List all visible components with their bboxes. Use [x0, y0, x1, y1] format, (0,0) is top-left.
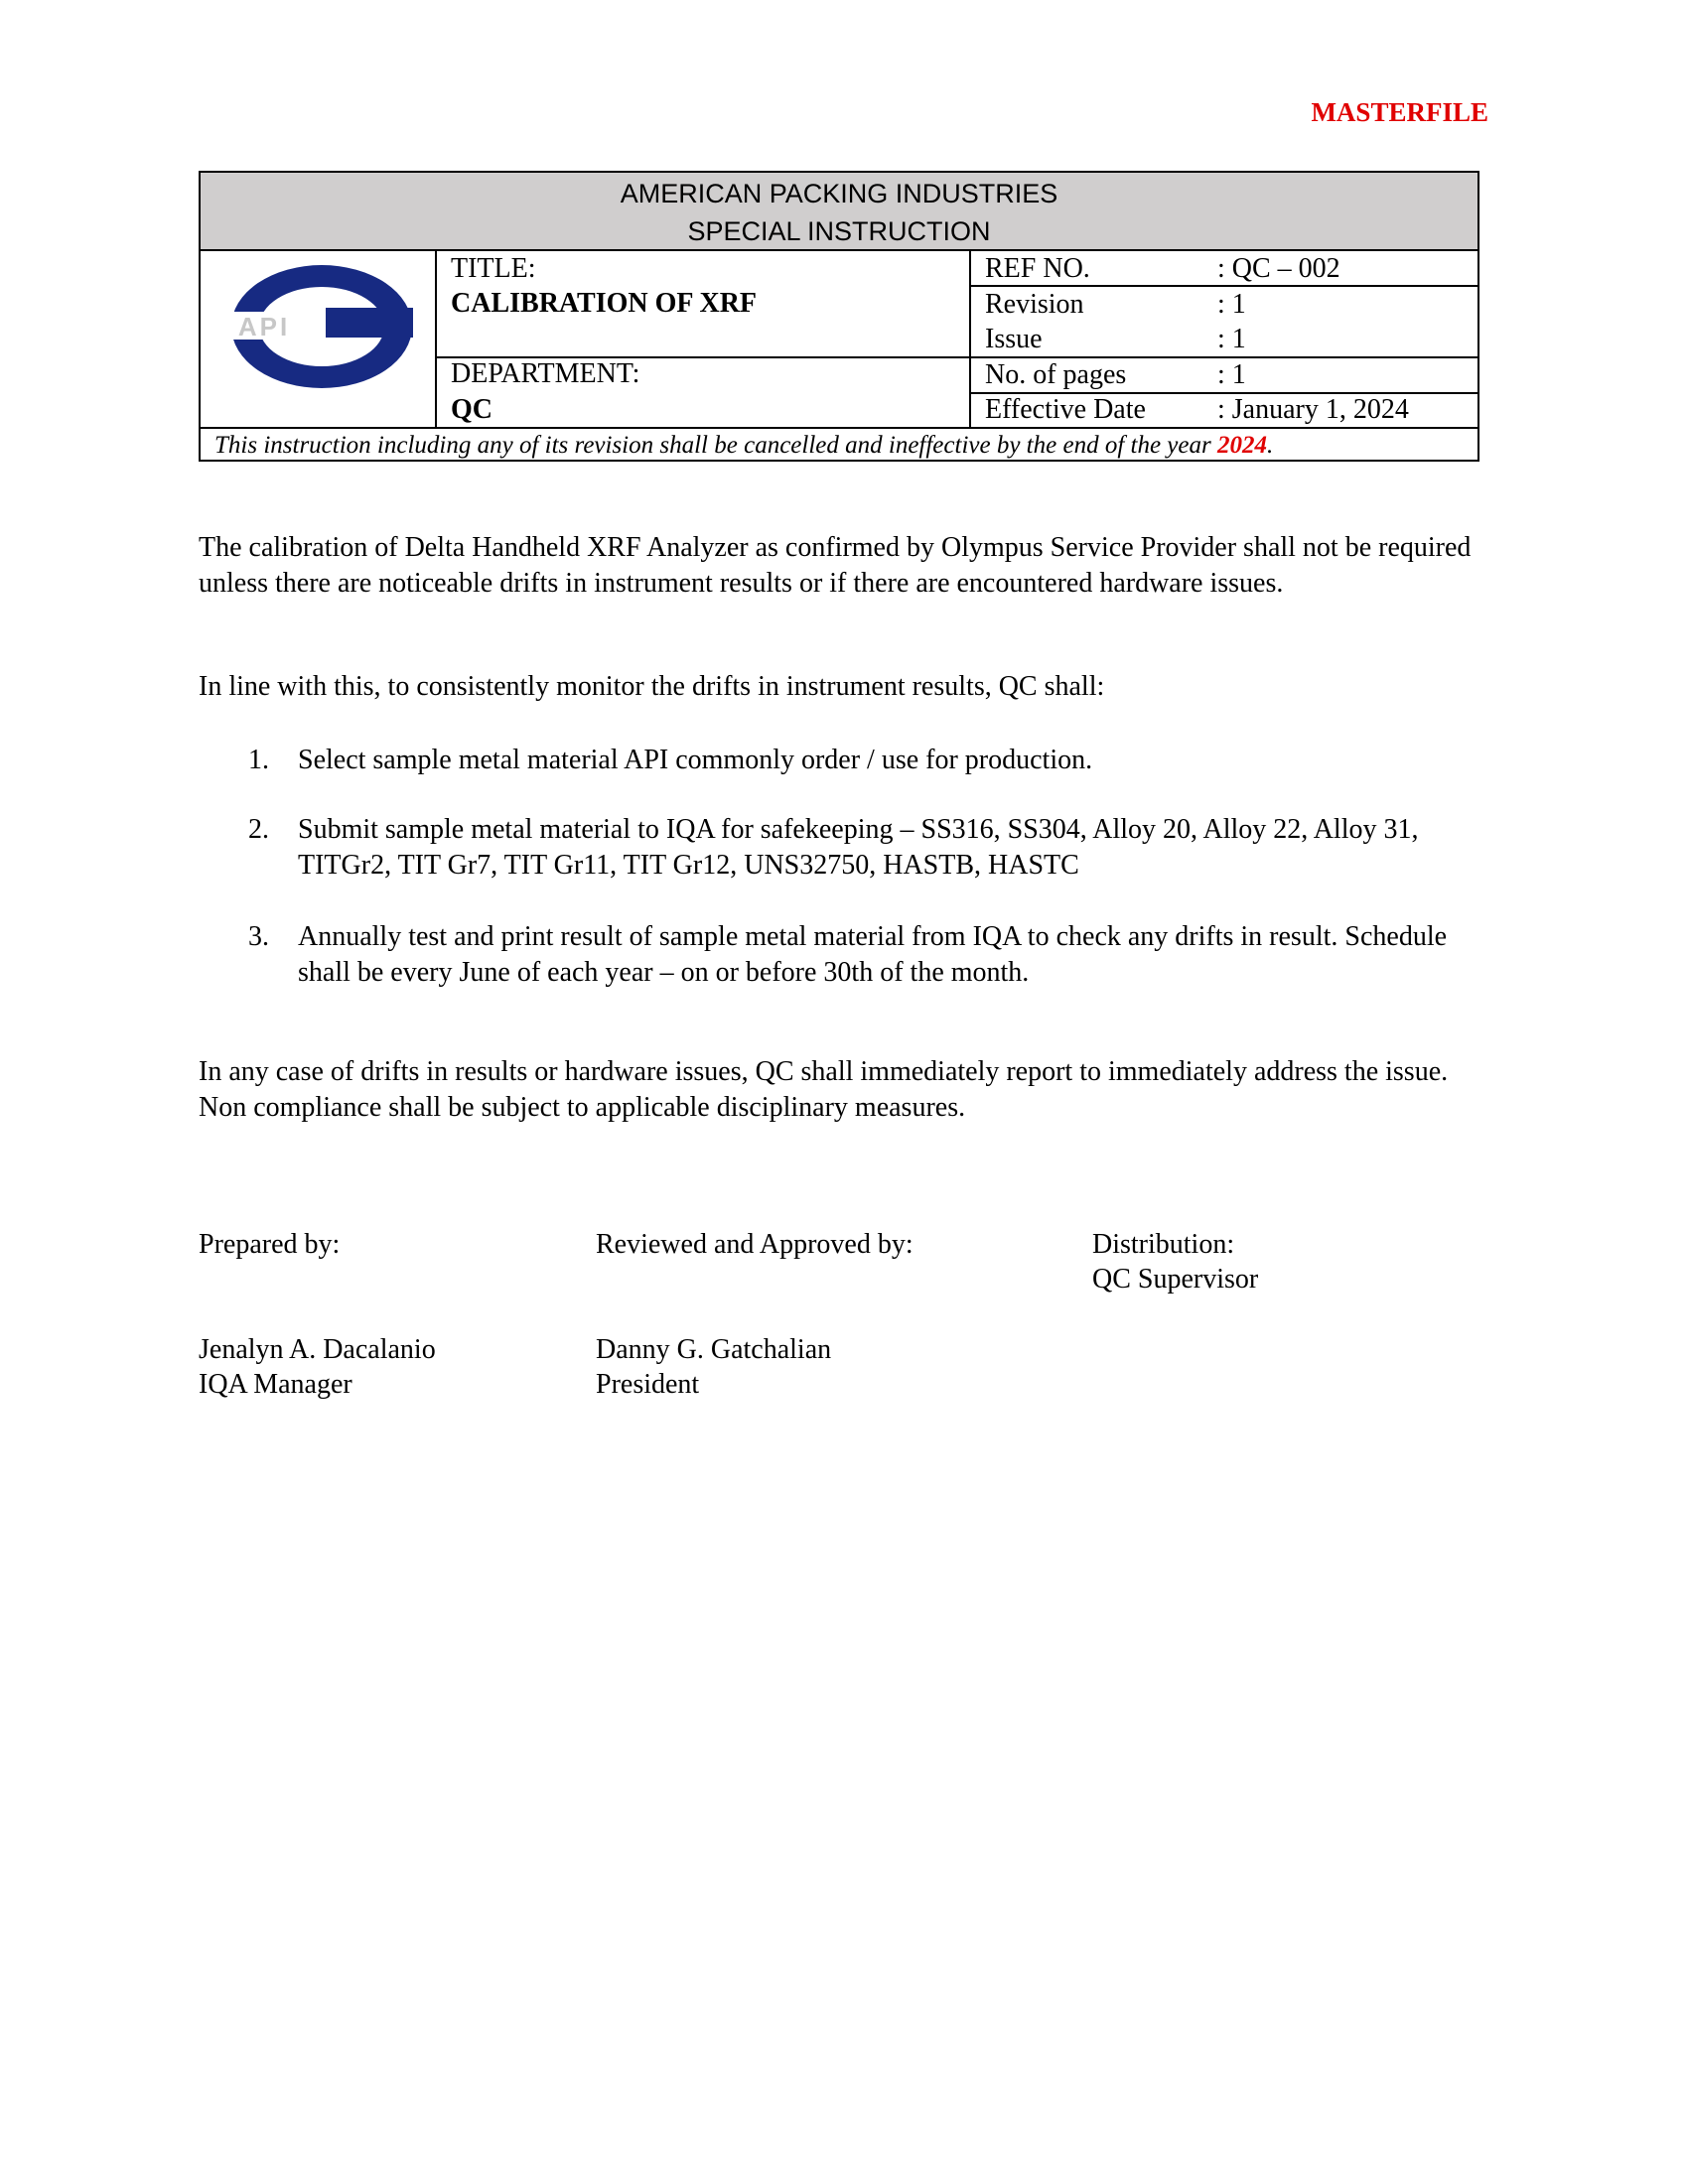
paragraph-calibration: The calibration of Delta Handheld XRF Analyzer as confirmed by Olympus Service Provider shall not be required unless there are noticeable drifts in instrument results or if there are encountered hardware issues. — [199, 532, 1472, 599]
document-type: SPECIAL INSTRUCTION — [687, 216, 991, 246]
header-banner — [201, 173, 1477, 251]
validity-note-year: 2024 — [1216, 432, 1267, 459]
effective-date-label: Effective Date — [985, 394, 1146, 425]
document-header — [199, 171, 1479, 462]
ref-value: : QC – 002 — [1217, 253, 1340, 284]
paragraph-monitoring: In line with this, to consistently monitor the drifts in instrument results, QC shall: — [199, 671, 1105, 702]
masterfile-stamp: MASTERFILE — [1311, 97, 1488, 127]
prepared-by-title: IQA Manager — [199, 1369, 352, 1400]
pages-value: : 1 — [1217, 359, 1246, 390]
reviewed-by-label: Reviewed and Approved by: — [596, 1229, 914, 1260]
department-label: DEPARTMENT: — [451, 358, 640, 389]
issue-label: Issue — [985, 324, 1043, 354]
validity-note — [201, 429, 1477, 462]
effective-date-value: : January 1, 2024 — [1217, 394, 1409, 425]
reviewed-by-title: President — [596, 1369, 700, 1400]
revision-value: : 1 — [1217, 289, 1246, 320]
revision-label: Revision — [985, 289, 1084, 320]
distribution-value: QC Supervisor — [1092, 1264, 1259, 1295]
ref-label: REF NO. — [985, 253, 1090, 284]
list-item-number: 3. — [248, 921, 269, 952]
reviewed-by-name: Danny G. Gatchalian — [596, 1334, 832, 1365]
list-item-text: Annually test and print result of sample metal material from IQA to check any drifts in result. Schedule shall be every June of each year – on or before 30th of the month. — [298, 921, 1448, 988]
list-item-number: 1. — [248, 745, 269, 775]
distribution-label: Distribution: — [1092, 1229, 1235, 1260]
company-name: AMERICAN PACKING INDUSTRIES — [620, 179, 1058, 208]
title-label: TITLE: — [451, 253, 536, 284]
list-item-number: 2. — [248, 814, 269, 845]
prepared-by-name: Jenalyn A. Dacalanio — [199, 1334, 436, 1365]
issue-value: : 1 — [1217, 324, 1246, 354]
validity-note-end: . — [1266, 432, 1274, 459]
paragraph-compliance: In any case of drifts in results or hardware issues, QC shall immediately report to immediately address the issue. Non compliance shall be subject to applicable disciplinary measures. — [199, 1056, 1449, 1123]
logo-text: API — [237, 312, 291, 341]
validity-note-text: This instruction including any of its revision shall be cancelled and ineffective by the end of the year — [214, 432, 1217, 459]
department-value: QC — [451, 394, 492, 425]
title-value: CALIBRATION OF XRF — [451, 288, 758, 319]
list-item-text: Submit sample metal material to IQA for safekeeping – SS316, SS304, Alloy 20, Alloy 22, Alloy 31, TITGr2, TIT Gr7, TIT Gr11, TIT Gr12, UNS32750, HASTB, HASTC — [298, 814, 1419, 881]
api-logo — [230, 264, 413, 389]
prepared-by-label: Prepared by: — [199, 1229, 341, 1260]
pages-label: No. of pages — [985, 359, 1127, 390]
list-item-text: Select sample metal material API commonly order / use for production. — [298, 745, 1093, 775]
